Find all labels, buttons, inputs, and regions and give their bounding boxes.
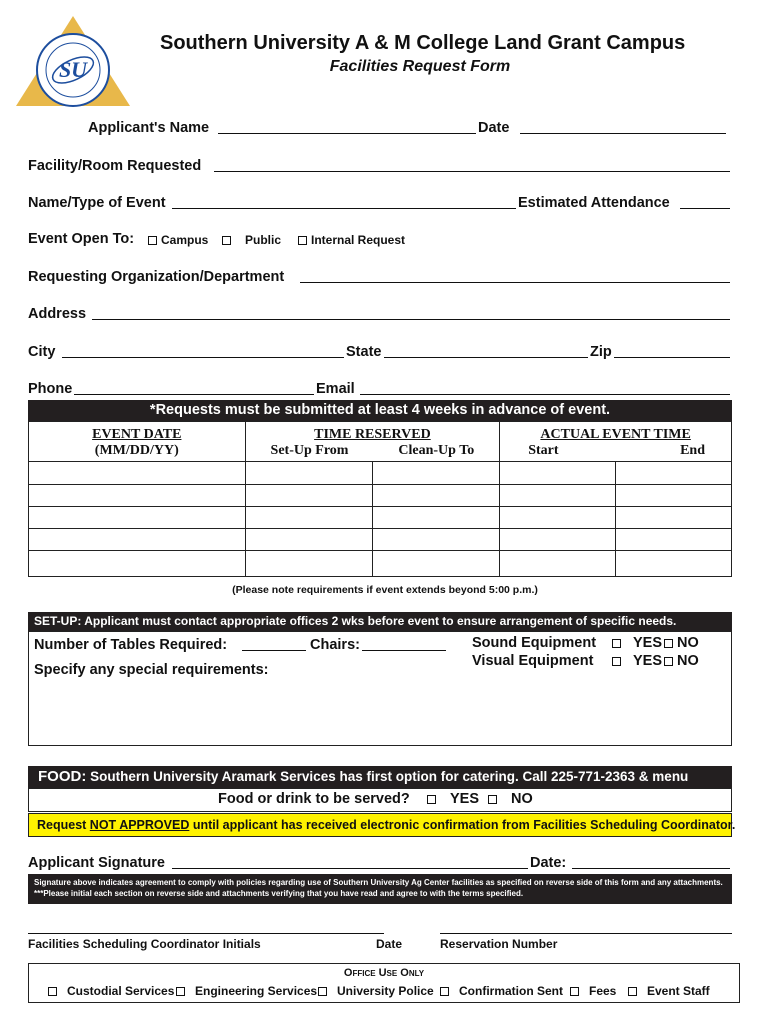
checkbox-icon xyxy=(222,236,231,245)
time-reserved-header: TIME RESERVED Set-Up From Clean-Up To xyxy=(245,422,500,462)
setup-bar: SET-UP: Applicant must contact appropriate offices 2 wks before event to ensure arrangement of specific needs. xyxy=(28,612,732,631)
office-police-option[interactable]: University Police xyxy=(318,984,434,998)
checkbox-icon xyxy=(298,236,307,245)
after-hours-note: (Please note requirements if event extends beyond 5:00 p.m.) xyxy=(232,584,538,596)
checkbox-icon xyxy=(440,987,449,996)
checkbox-icon xyxy=(48,987,57,996)
address-field[interactable] xyxy=(92,319,730,320)
chairs-label: Chairs: xyxy=(310,637,360,653)
food-bar: FOOD: Southern University Aramark Services has first option for catering. Call 225-771-2363 & menu xyxy=(28,766,732,788)
applicant-name-label: Applicant's Name xyxy=(88,120,210,136)
approval-notice: Request NOT APPROVED until applicant has received electronic confirmation from Facilities Scheduling Coordinator. xyxy=(28,813,732,837)
table-row xyxy=(29,507,732,529)
address-label: Address xyxy=(28,306,87,322)
open-public-option[interactable]: Public xyxy=(222,233,281,247)
checkbox-icon xyxy=(664,657,673,666)
checkbox-icon xyxy=(148,236,157,245)
facility-label: Facility/Room Requested xyxy=(28,158,202,174)
food-question: Food or drink to be served? xyxy=(218,791,410,807)
office-use-title: Office Use Only xyxy=(343,967,425,979)
reservation-number-field[interactable] xyxy=(440,933,732,934)
open-campus-option[interactable]: Campus xyxy=(148,233,208,247)
state-field[interactable] xyxy=(384,357,588,358)
signature-agreement: Signature above indicates agreement to comply with policies regarding use of Southern University Ag Center facilities as specified on reverse side of this form and any attachments. ***Please initial each section on reverse side and attachments verifying that you have read and agree to with the terms specified. xyxy=(28,874,732,904)
sound-equipment-label: Sound Equipment xyxy=(472,635,597,651)
event-name-field[interactable] xyxy=(172,208,516,209)
requesting-org-field[interactable] xyxy=(300,282,730,283)
checkbox-icon xyxy=(664,639,673,648)
tables-field[interactable] xyxy=(242,650,306,651)
attendance-field[interactable] xyxy=(680,208,730,209)
state-label: State xyxy=(346,344,382,360)
city-field[interactable] xyxy=(62,357,344,358)
page-subtitle: Facilities Request Form xyxy=(329,58,511,75)
page-title: Southern University A & M College Land Grant Campus xyxy=(160,32,686,54)
visual-equipment-label: Visual Equipment xyxy=(472,653,594,669)
email-field[interactable] xyxy=(360,394,730,395)
event-open-to-label: Event Open To: xyxy=(28,231,135,247)
coordinator-initials-field[interactable] xyxy=(28,933,384,934)
requesting-org-label: Requesting Organization/Department xyxy=(28,269,285,285)
office-fees-option[interactable]: Fees xyxy=(570,984,616,998)
city-label: City xyxy=(28,344,56,360)
checkbox-icon xyxy=(612,639,621,648)
signature-label: Applicant Signature xyxy=(28,855,165,871)
date-field[interactable] xyxy=(520,133,726,134)
table-row xyxy=(29,485,732,507)
zip-field[interactable] xyxy=(614,357,730,358)
table-row xyxy=(29,551,732,577)
special-requirements-label: Specify any special requirements: xyxy=(34,662,269,678)
food-no-option[interactable]: NO xyxy=(488,791,533,807)
open-internal-option[interactable]: Internal Request xyxy=(298,233,405,247)
phone-field[interactable] xyxy=(74,394,314,395)
signature-field[interactable] xyxy=(172,868,528,869)
office-custodial-option[interactable]: Custodial Services xyxy=(48,984,174,998)
signature-date-label: Date: xyxy=(530,855,567,871)
event-name-label: Name/Type of Event xyxy=(28,195,166,211)
event-date-header: EVENT DATE (MM/DD/YY) xyxy=(29,422,246,462)
checkbox-icon xyxy=(318,987,327,996)
checkbox-icon xyxy=(488,795,497,804)
date-label: Date xyxy=(478,120,510,136)
event-schedule-table xyxy=(28,421,732,577)
chairs-field[interactable] xyxy=(362,650,446,651)
zip-label: Zip xyxy=(590,344,612,360)
tables-label: Number of Tables Required: xyxy=(34,637,228,653)
checkbox-icon xyxy=(176,987,185,996)
phone-label: Phone xyxy=(28,381,73,397)
attendance-label: Estimated Attendance xyxy=(518,195,670,211)
checkbox-icon xyxy=(612,657,621,666)
office-confirmation-option[interactable]: Confirmation Sent xyxy=(440,984,563,998)
signature-date-field[interactable] xyxy=(572,868,730,869)
coordinator-date-label: Date xyxy=(376,937,403,951)
applicant-name-field[interactable] xyxy=(218,133,476,134)
food-yes-option[interactable]: YES xyxy=(427,791,479,807)
checkbox-icon xyxy=(570,987,579,996)
visual-yes-no[interactable]: YES NO xyxy=(612,653,699,669)
coordinator-initials-label: Facilities Scheduling Coordinator Initials xyxy=(28,937,261,951)
checkbox-icon xyxy=(427,795,436,804)
table-row xyxy=(29,462,732,485)
table-row xyxy=(29,529,732,551)
actual-event-time-header: ACTUAL EVENT TIME Start End xyxy=(500,422,732,462)
facility-field[interactable] xyxy=(214,171,730,172)
svg-text:SU: SU xyxy=(58,57,88,82)
reservation-number-label: Reservation Number xyxy=(440,937,558,951)
office-engineering-option[interactable]: Engineering Services xyxy=(176,984,317,998)
advance-notice-bar: *Requests must be submitted at least 4 weeks in advance of event. xyxy=(28,400,732,421)
office-event-staff-option[interactable]: Event Staff xyxy=(628,984,710,998)
sound-yes-no[interactable]: YES NO xyxy=(612,635,699,651)
email-label: Email xyxy=(316,381,355,397)
checkbox-icon xyxy=(628,987,637,996)
